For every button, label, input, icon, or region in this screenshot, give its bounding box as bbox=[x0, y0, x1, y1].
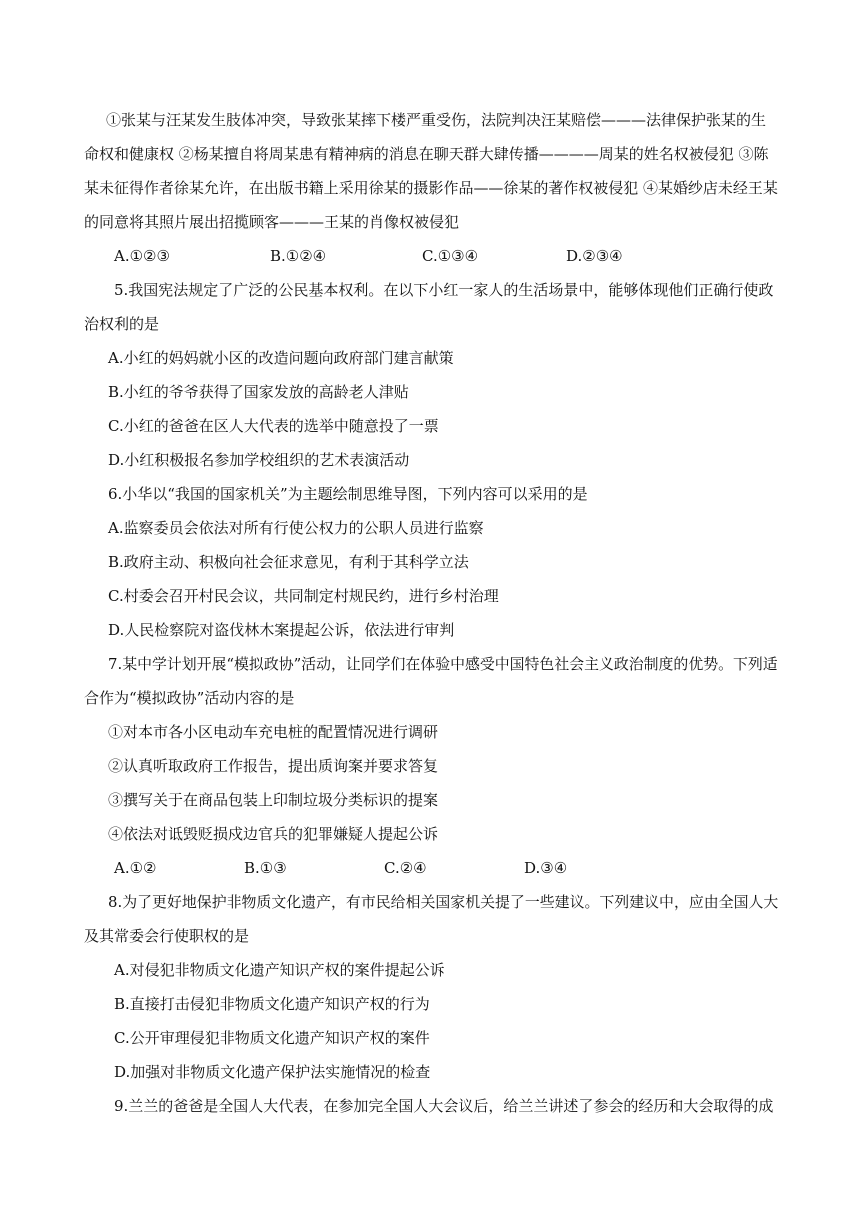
q6-option-a: A.监察委员会依法对所有行使公权力的公职人员进行监察 bbox=[108, 519, 484, 537]
q8-stem-line-2: 及其常委会行使职权的是 bbox=[84, 927, 250, 945]
q4-statement-line-3: 某未征得作者徐某允许，在出版书籍上采用徐某的摄影作品——徐某的著作权被侵犯 ④某婚纱店未经王某 bbox=[84, 179, 778, 197]
q7-option-b: B.①③ bbox=[244, 859, 287, 877]
q7-item-4: ④依法对诋毁贬损戍边官兵的犯罪嫌疑人提起公诉 bbox=[108, 825, 439, 843]
q4-option-d: D.②③④ bbox=[566, 247, 623, 265]
q7-stem-line-1: 7.某中学计划开展“模拟政协”活动，让同学们在体验中感受中国特色社会主义政治制度的优势。下列适 bbox=[108, 655, 778, 673]
q4-option-c: C.①③④ bbox=[422, 247, 479, 265]
q4-statement-line-1: ①张某与汪某发生肢体冲突，导致张某摔下楼严重受伤，法院判决汪某赔偿———法律保护张某的生 bbox=[106, 111, 767, 129]
q4-option-a: A.①②③ bbox=[114, 247, 170, 265]
q7-option-c: C.②④ bbox=[384, 859, 427, 877]
q6-option-b: B.政府主动、积极向社会征求意见，有利于其科学立法 bbox=[108, 553, 469, 571]
q8-option-b: B.直接打击侵犯非物质文化遗产知识产权的行为 bbox=[114, 995, 430, 1013]
q5-option-c: C.小红的爸爸在区人大代表的选举中随意投了一票 bbox=[108, 417, 439, 435]
q5-option-b: B.小红的爷爷获得了国家发放的高龄老人津贴 bbox=[108, 383, 409, 401]
q7-option-a: A.①② bbox=[114, 859, 157, 877]
q6-stem: 6.小华以“我国的国家机关”为主题绘制思维导图，下列内容可以采用的是 bbox=[108, 485, 588, 503]
q8-stem-line-1: 8.为了更好地保护非物质文化遗产，有市民给相关国家机关提了一些建议。下列建议中，应由全国人大 bbox=[108, 893, 779, 911]
q6-option-c: C.村委会召开村民会议，共同制定村规民约，进行乡村治理 bbox=[108, 587, 499, 605]
q7-item-3: ③撰写关于在商品包装上印制垃圾分类标识的提案 bbox=[108, 791, 439, 809]
q8-option-a: A.对侵犯非物质文化遗产知识产权的案件提起公诉 bbox=[114, 961, 445, 979]
q5-option-a: A.小红的妈妈就小区的改造问题向政府部门建言献策 bbox=[108, 349, 454, 367]
q7-options bbox=[0, 858, 860, 878]
q8-option-d: D.加强对非物质文化遗产保护法实施情况的检查 bbox=[114, 1063, 431, 1081]
q7-item-2: ②认真听取政府工作报告，提出质询案并要求答复 bbox=[108, 757, 439, 775]
q9-stem-line-1: 9.兰兰的爸爸是全国人大代表，在参加完全国人大会议后，给兰兰讲述了参会的经历和大会取得的成 bbox=[114, 1097, 774, 1115]
q5-option-d: D.小红积极报名参加学校组织的艺术表演活动 bbox=[108, 451, 410, 469]
q6-option-d: D.人民检察院对盗伐林木案提起公诉，依法进行审判 bbox=[108, 621, 455, 639]
q7-item-1: ①对本市各小区电动车充电桩的配置情况进行调研 bbox=[108, 723, 439, 741]
q8-option-c: C.公开审理侵犯非物质文化遗产知识产权的案件 bbox=[114, 1029, 430, 1047]
q4-options bbox=[0, 246, 860, 266]
q4-statement-line-4: 的同意将其照片展出招揽顾客———王某的肖像权被侵犯 bbox=[84, 213, 460, 231]
q4-statement-line-2: 命权和健康权 ②杨某擅自将周某患有精神病的消息在聊天群大肆传播————周某的姓名权被侵犯 ③陈 bbox=[84, 145, 769, 163]
q4-option-b: B.①②④ bbox=[270, 247, 327, 265]
q7-option-d: D.③④ bbox=[524, 859, 568, 877]
q7-stem-line-2: 合作为“模拟政协”活动内容的是 bbox=[84, 689, 295, 707]
q5-stem-line-2: 治权利的是 bbox=[84, 315, 160, 333]
q5-stem-line-1: 5.我国宪法规定了广泛的公民基本权利。在以下小红一家人的生活场景中，能够体现他们正确行使政 bbox=[114, 281, 774, 299]
